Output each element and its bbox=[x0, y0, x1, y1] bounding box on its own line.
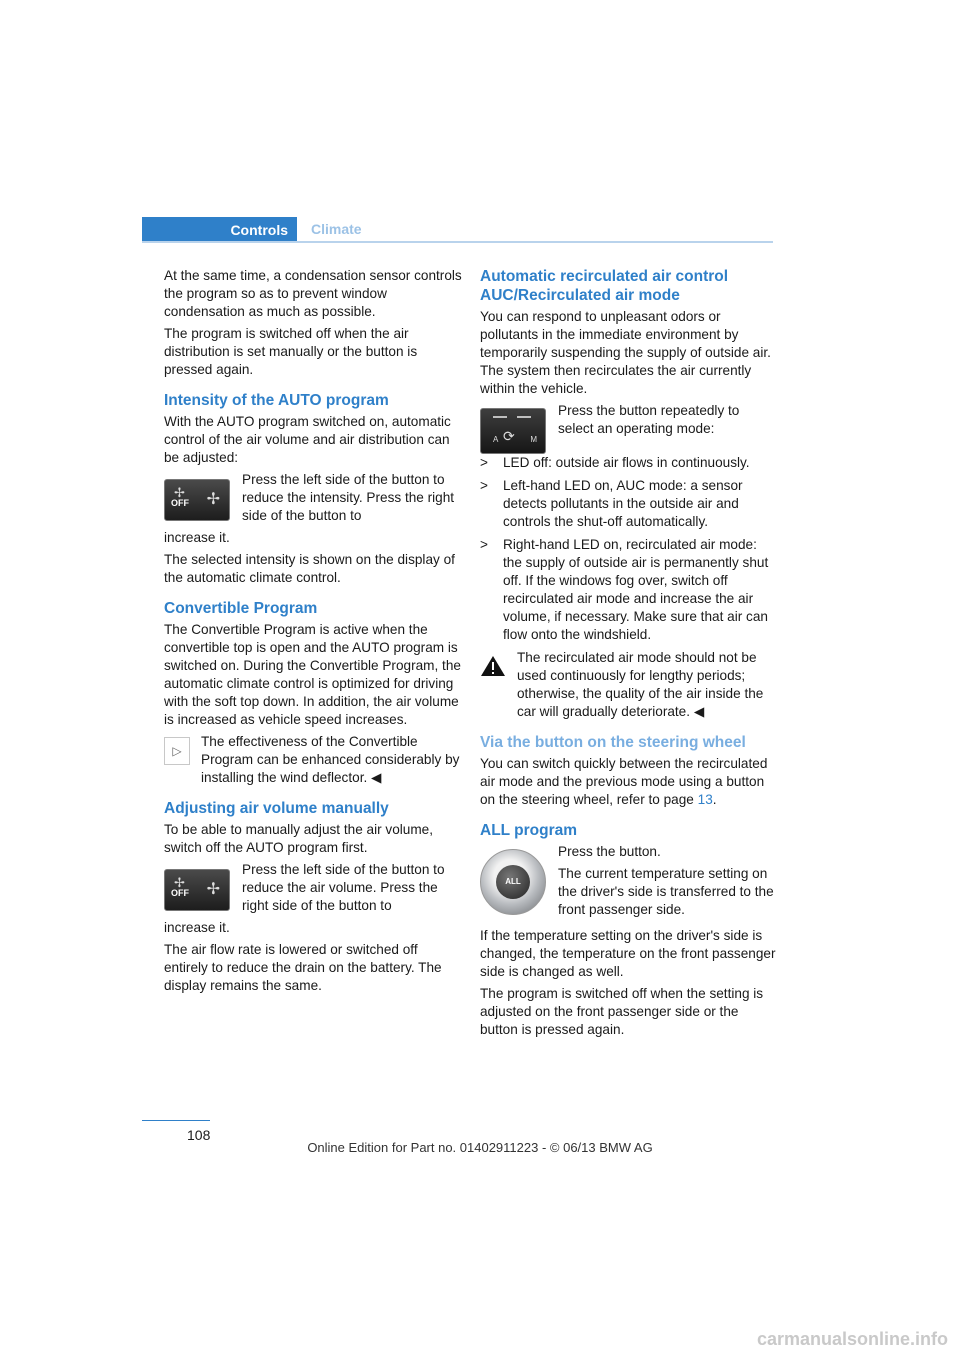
paragraph: You can switch quickly between the recirculated air mode and the previous mode using a button on the steering wheel, refer to page 13. bbox=[480, 756, 768, 807]
page-number-rule bbox=[142, 1120, 210, 1121]
led-right-icon bbox=[517, 416, 531, 418]
paragraph: With the AUTO program switched on, automatic control of the air volume and air distribution can be adjusted: bbox=[164, 414, 451, 465]
section-tab: Controls bbox=[142, 217, 297, 242]
warning-block bbox=[480, 649, 776, 721]
paragraph: You can respond to unpleasant odors or pollutants in the immediate environment by temporarily suspending the supply of outside air. The system then recirculates the air currently within the vehicle. bbox=[480, 309, 771, 396]
subsection-label: Climate bbox=[311, 221, 362, 237]
fan-button-image bbox=[164, 869, 230, 911]
all-button-image bbox=[480, 849, 546, 915]
note-arrow-icon: ▷ bbox=[164, 737, 190, 765]
heading-convertible: Convertible Program bbox=[164, 600, 318, 617]
list-item: > Left-hand LED on, AUC mode: a sensor detects pollutants in the outside air and controls the shut-off automatically. bbox=[480, 478, 743, 529]
bullet-marker: > bbox=[480, 455, 488, 470]
paragraph: The program is switched off when the setting is adjusted on the front passenger side or the button is pressed again. bbox=[480, 986, 764, 1037]
paragraph: The program is switched off when the air distribution is set manually or the button is pressed again. bbox=[164, 326, 418, 377]
left-column bbox=[164, 267, 462, 999]
edition-footer: Online Edition for Part no. 01402911223 - © 06/13 BMW AG bbox=[307, 1140, 653, 1155]
paragraph: Press the left side of the button to reduce the air volume. Press the right side of the button to bbox=[242, 862, 445, 913]
paragraph: Press the button. bbox=[558, 844, 661, 859]
paragraph: If the temperature setting on the driver's side is changed, the temperature on the front passenger side is changed as well. bbox=[480, 928, 776, 979]
list-item: > Right-hand LED on, recirculated air mode: the supply of outside air is permanently shut off. If the windows fog over, switch off recirculated air mode and increase the air volume, if necessary. Make sure that air can flow onto the windshield. bbox=[480, 537, 769, 642]
note-text: The effectiveness of the Convertible Program can be enhanced considerably by installing the wind deflector. ◀ bbox=[201, 734, 460, 785]
air-volume-button-block bbox=[164, 861, 462, 915]
bullet-marker: > bbox=[480, 478, 488, 493]
end-marker-icon: ◀ bbox=[693, 704, 705, 719]
header-rule bbox=[142, 241, 773, 243]
note-block bbox=[164, 733, 462, 787]
car-recirculation-icon: ⟳ bbox=[503, 428, 515, 444]
warning-text: The recirculated air mode should not be used continuously for lengthy periods; otherwise, the quality of the air inside the car will gradually deteriorate. ◀ bbox=[517, 650, 764, 719]
bullet-marker: > bbox=[480, 537, 488, 552]
page-link[interactable]: 13 bbox=[697, 792, 713, 807]
intensity-button-block bbox=[164, 471, 462, 525]
fan-large-icon: ✢ bbox=[206, 491, 220, 508]
recirculation-button-image bbox=[480, 408, 546, 454]
off-label: OFF bbox=[171, 888, 189, 898]
paragraph: increase it. bbox=[164, 530, 230, 545]
paragraph: The air flow rate is lowered or switched off entirely to reduce the drain on the battery. The display remains the same. bbox=[164, 942, 442, 993]
end-marker-icon: ◀ bbox=[371, 770, 382, 785]
paragraph: To be able to manually adjust the air volume, switch off the AUTO program first. bbox=[164, 822, 434, 855]
paragraph: Press the button repeatedly to select an operating mode: bbox=[558, 403, 740, 436]
watermark: carmanualsonline.info bbox=[756, 1329, 948, 1349]
paragraph: increase it. bbox=[164, 920, 230, 935]
paragraph: At the same time, a condensation sensor controls the program so as to prevent window condensation as much as possible. bbox=[164, 268, 462, 319]
auc-m-label: M bbox=[530, 435, 537, 444]
page-number: 108 bbox=[187, 1127, 211, 1143]
fan-small-icon: ✢ bbox=[174, 875, 185, 890]
heading-auc: Automatic recirculated air control AUC/Recirculated air mode bbox=[480, 268, 729, 304]
paragraph: The current temperature setting on the driver's side is transferred to the front passenger side. bbox=[558, 866, 774, 917]
led-left-icon bbox=[493, 416, 507, 418]
paragraph: Press the left side of the button to reduce the intensity. Press the right side of the button to bbox=[242, 472, 455, 523]
all-button-block bbox=[480, 843, 776, 927]
fan-button-image bbox=[164, 479, 230, 521]
fan-large-icon: ✢ bbox=[206, 881, 220, 898]
right-column bbox=[480, 267, 776, 1043]
heading-all-program: ALL program bbox=[480, 822, 578, 839]
all-button-label: ALL bbox=[496, 865, 530, 899]
heading-intensity: Intensity of the AUTO program bbox=[164, 392, 389, 409]
auc-button-block bbox=[480, 402, 776, 454]
list-item: > LED off: outside air flows in continuously. bbox=[480, 455, 750, 470]
auc-a-label: A bbox=[493, 435, 499, 444]
heading-air-volume: Adjusting air volume manually bbox=[164, 800, 389, 817]
heading-steering-wheel: Via the button on the steering wheel bbox=[480, 734, 746, 751]
off-label: OFF bbox=[171, 498, 189, 508]
warning-triangle-icon bbox=[480, 655, 506, 677]
fan-small-icon: ✢ bbox=[174, 485, 185, 500]
paragraph: The selected intensity is shown on the display of the automatic climate control. bbox=[164, 552, 455, 585]
paragraph: The Convertible Program is active when the convertible top is open and the AUTO program is switched on. During the Convertible Program, the automatic climate control is optimized for driving with the soft top down. In addition, the air volume is increased as vehicle speed increases. bbox=[164, 622, 461, 727]
